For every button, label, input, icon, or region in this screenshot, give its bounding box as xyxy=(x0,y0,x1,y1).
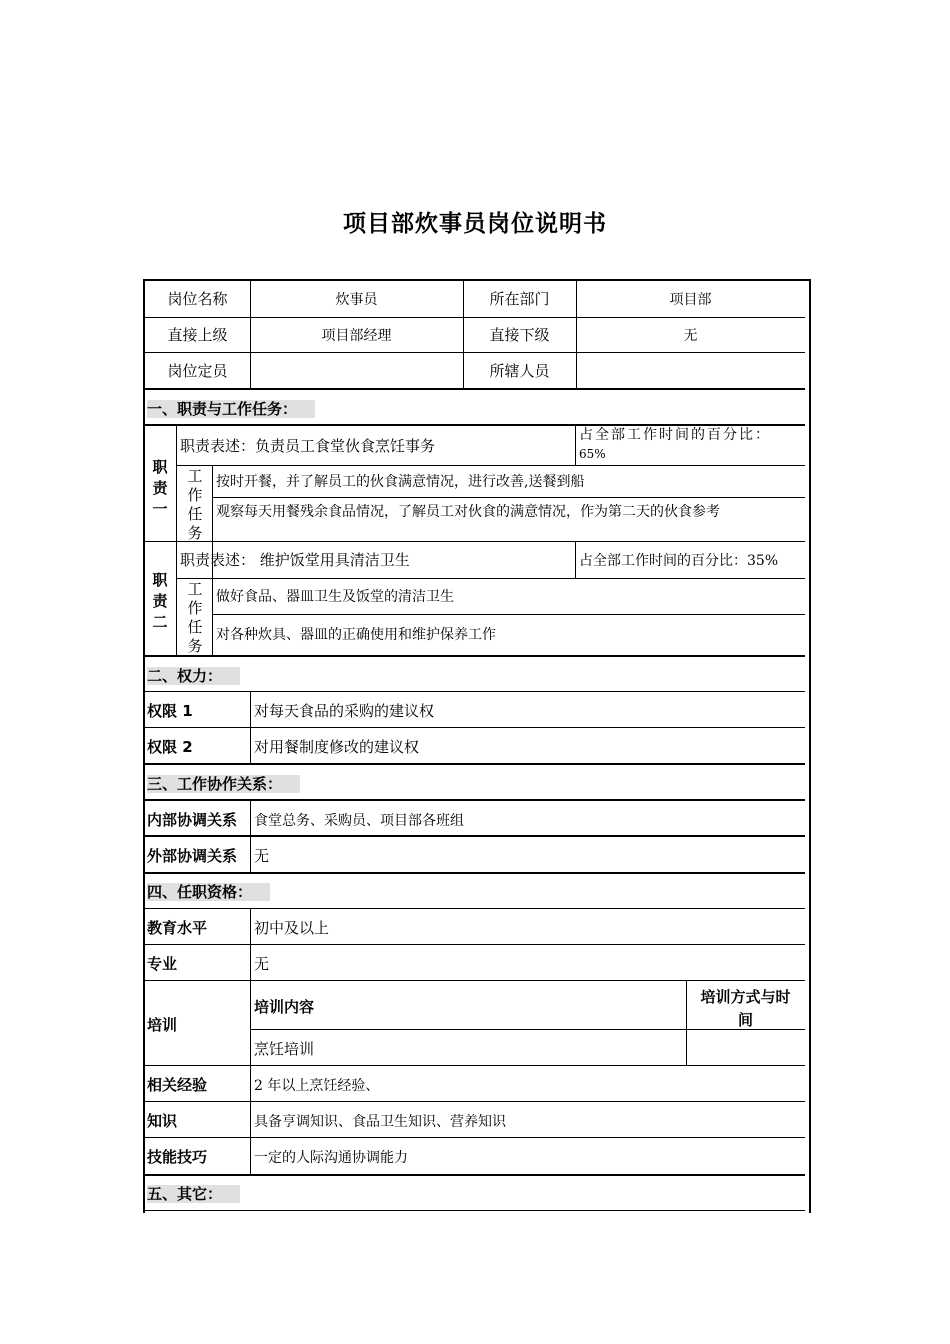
grid-line xyxy=(145,908,805,909)
grid-line xyxy=(145,1210,805,1211)
task-item: 观察每天用餐残余食品情况，了解员工对伙食的满意情况，作为第二天的伙食参考 xyxy=(216,504,720,520)
education-label: 教育水平 xyxy=(147,919,208,937)
grid-line xyxy=(145,1065,805,1066)
grid-line xyxy=(145,352,805,353)
section-heading: 四、任职资格： xyxy=(147,882,270,902)
task-label: 工 作 任 务 xyxy=(187,467,203,542)
grid-line xyxy=(145,541,805,542)
knowledge-value: 具备亨调知识、食品卫生知识、营养知识 xyxy=(254,1114,506,1130)
subordinate-label: 直接下级 xyxy=(489,326,550,344)
grid-line xyxy=(250,908,251,1174)
authority-value: 对用餐制度修改的建议权 xyxy=(254,738,420,756)
superior-label: 直接上级 xyxy=(167,326,228,344)
education-value: 初中及以上 xyxy=(254,919,330,937)
subordinate-value: 无 xyxy=(683,328,698,344)
section-divider xyxy=(145,799,805,801)
authority-label: 权限 1 xyxy=(147,702,193,720)
authority-value: 对每天食品的采购的建议权 xyxy=(254,702,435,720)
duty-description: 职责表述： 维护饭堂用具清洁卫生 xyxy=(180,551,410,569)
section-heading: 三、工作协作关系： xyxy=(147,774,300,794)
training-method-header: 培训方式与时 xyxy=(700,988,791,1006)
grid-line xyxy=(176,465,805,466)
relation-label: 内部协调关系 xyxy=(147,811,238,829)
duty-percent-value: 65% xyxy=(579,447,606,461)
training-content-header: 培训内容 xyxy=(254,998,315,1016)
section-divider xyxy=(145,763,805,765)
section-divider xyxy=(145,835,805,837)
duty-description: 职责表述：负责员工食堂伙食烹饪事务 xyxy=(180,437,436,455)
knowledge-label: 知识 xyxy=(147,1112,178,1130)
task-item: 做好食品、器皿卫生及饭堂的清洁卫生 xyxy=(216,589,454,605)
position-label: 岗位名称 xyxy=(167,290,228,308)
grid-line xyxy=(212,497,805,498)
duty-label: 职 责 一 xyxy=(152,458,168,518)
grid-line xyxy=(250,800,251,872)
grid-line xyxy=(145,1101,805,1102)
section-divider xyxy=(145,1174,805,1176)
grid-line xyxy=(145,727,805,728)
skills-label: 技能技巧 xyxy=(147,1148,208,1166)
experience-label: 相关经验 xyxy=(147,1076,208,1094)
experience-value: 2 年以上烹饪经验、 xyxy=(254,1078,380,1094)
duty-percent: 占全部工作时间的百分比： xyxy=(579,427,771,443)
grid-line xyxy=(145,980,805,981)
section-divider xyxy=(145,872,805,874)
task-label: 工 作 任 务 xyxy=(187,580,203,655)
job-description-table xyxy=(143,279,811,1213)
relation-value: 食堂总务、采购员、项目部各班组 xyxy=(254,813,464,829)
page-title: 项目部炊事员岗位说明书 xyxy=(343,211,607,237)
training-label: 培训 xyxy=(147,1016,178,1034)
grid-line xyxy=(575,425,576,465)
position-value: 炊事员 xyxy=(335,292,378,308)
grid-line xyxy=(145,944,805,945)
grid-line xyxy=(145,691,805,692)
section-heading: 一、职责与工作任务： xyxy=(147,399,315,419)
authority-label: 权限 2 xyxy=(147,738,193,756)
grid-line xyxy=(575,541,576,579)
grid-line xyxy=(212,614,805,615)
staff-label: 所辖人员 xyxy=(489,362,550,380)
dept-value: 项目部 xyxy=(669,292,712,308)
duty-label: 职 责 二 xyxy=(152,571,168,631)
major-value: 无 xyxy=(254,955,270,973)
grid-line xyxy=(250,691,251,763)
superior-value: 项目部经理 xyxy=(321,328,392,344)
section-heading: 五、其它： xyxy=(147,1184,240,1204)
section-heading: 二、权力： xyxy=(147,666,240,686)
section-divider xyxy=(145,655,805,657)
grid-line xyxy=(176,578,805,579)
task-item: 按时开餐，并了解员工的伙食满意情况，进行改善,送餐到船 xyxy=(216,474,585,490)
headcount-label: 岗位定员 xyxy=(167,362,228,380)
task-item: 对各种炊具、器皿的正确使用和维护保养工作 xyxy=(216,627,496,643)
duty-percent: 占全部工作时间的百分比：35% xyxy=(579,553,779,569)
training-method-header: 间 xyxy=(737,1011,753,1029)
relation-value: 无 xyxy=(254,847,270,865)
dept-label: 所在部门 xyxy=(489,290,550,308)
training-content: 烹饪培训 xyxy=(254,1040,315,1058)
grid-line xyxy=(145,317,805,318)
major-label: 专业 xyxy=(147,955,178,973)
skills-value: 一定的人际沟通协调能力 xyxy=(254,1150,408,1166)
section-divider xyxy=(145,388,805,390)
grid-line xyxy=(145,1137,805,1138)
relation-label: 外部协调关系 xyxy=(147,847,238,865)
